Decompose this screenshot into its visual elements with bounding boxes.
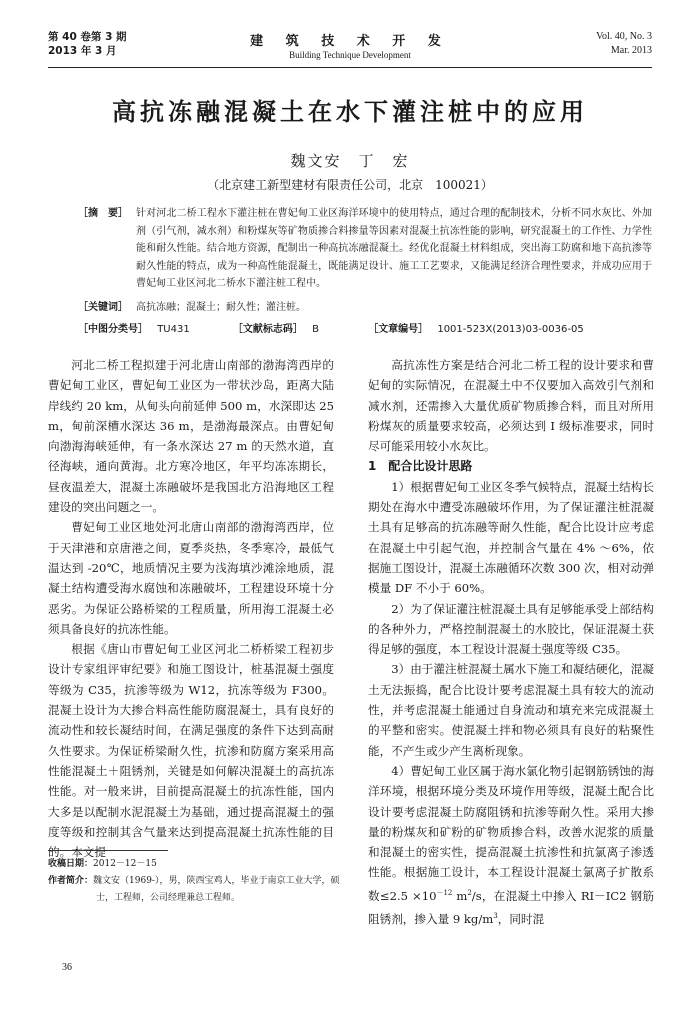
keywords-text: 高抗冻融；混凝土；耐久性；灌注桩。 [136, 302, 306, 313]
doc-code-label: ［文献标志码］ [232, 324, 303, 335]
volume-cn: 第 40 卷第 3 期 [48, 31, 127, 43]
text-run: ，同时混 [497, 911, 545, 926]
keywords [78, 298, 652, 313]
paragraph: 根据《唐山市曹妃甸工业区河北二桥桥梁工程初步设计专家组评审纪要》和施工图设计，桩基混凝土强度等级为 C35，抗渗等级为 W12，抗冻等级为 F300。混凝土设计为大掺合料高性能防腐混凝土，具有良好的流动性和较长凝结时间，在满足强度的条件下达到高耐久性要求。为保证桥梁耐久性，抗渗和防腐方案采用高性能混凝土＋阻锈剂，关键是如何解决混凝土的高抗冻性能。对一般来讲，目前提高混凝土的抗冻性能，国内大多是以配制水泥混凝土为基础，通过提高混凝土的强度等级和控制其含气量来达到提高混凝土抗冻性能的目的。本文提 [48, 642, 334, 860]
journal-name-en: Building Technique Development [289, 50, 411, 60]
date-en: Mar. 2013 [610, 45, 652, 56]
bio-label: 作者简介： [48, 876, 94, 886]
abstract-label: ［摘 要］ [78, 208, 128, 219]
footnote-rule [48, 850, 168, 851]
text-run: m [452, 888, 468, 903]
clc-value: TU431 [157, 324, 190, 335]
volume-en: Vol. 40, No. 3 [596, 31, 652, 42]
authors: 魏文安 丁 宏 [290, 152, 410, 170]
abstract [78, 205, 652, 293]
text-run: /s，在混凝土中掺入 RI－IC2 钢筋阻锈剂，掺入量 9 kg/m [368, 888, 654, 926]
date-cn: 2013 年 3 月 [48, 45, 117, 57]
clc-label: ［中图分类号］ [78, 324, 148, 335]
paragraph: 河北二桥工程拟建于河北唐山南部的渤海湾西岸的曹妃甸工业区，曹妃甸工业区为一带状沙岛，距离大陆岸线约 20 km，从甸头向前延伸 500 m，水深即达 25 m，甸前深槽水深达 36 m，是渤海最深点。由曹妃甸向渤海海峡延伸，有一条水深达 27 m 的天然水道，直径海峡，通向黄海。北方寒冷地区，年平均冻冻期长，昼夜温差大，混凝土冻融破坏是我国北方沿海地区工程建设的突出问题之一。 [48, 358, 334, 515]
affiliation: （北京建工新型建材有限责任公司，北京 100021） [207, 178, 493, 192]
footnote [48, 856, 348, 907]
article-title: 高抗冻融混凝土在水下灌注桩中的应用 [112, 98, 588, 126]
right-column [368, 355, 654, 929]
text-run: 4）曹妃甸工业区属于海水氯化物引起钢筋锈蚀的海洋环境，根据环境分类及环境作用等级，混凝土配合比设计要考虑混凝土防腐阻锈和抗渗等耐久性。采用大掺量的粉煤灰和矿粉的矿物质掺合料，改善水泥浆的质量和混凝土的密实性，提高混凝土抗渗性和抗氯离子渗透性能。根据施工设计，本工程设计混凝土氯离子扩散系数≤2.5 ×10 [368, 763, 654, 903]
abstract-text: 针对河北二桥工程水下灌注桩在曹妃甸工业区海洋环境中的使用特点，通过合理的配制技术，分析不同水灰比、外加剂（引气剂，减水剂）和粉煤灰等矿物质掺合料掺量等因素对混凝土抗冻性能的影响，研究混凝土的工作性、力学性能和耐久性能。结合地方资源，配制出一种高抗冻融混凝土。经优化混凝土材料组成，突出海工防腐和地下高抗渗等耐久性能的特点，成为一种高性能混凝土，既能满足设计、施工工艺要求，又能满足经济合理性要求，并成功应用于曹妃甸工业区河北二桥水下灌注桩工程中。 [136, 208, 652, 289]
page-number: 36 [62, 962, 72, 973]
superscript: 3 [493, 911, 498, 920]
paragraph: 高抗冻性方案是结合河北二桥工程的设计要求和曹妃甸的实际情况，在混凝土中不仅要加入高效引气剂和减水剂，还需掺入大量优质矿物质掺合料，而且对所用粉煤灰的质量要求较高，必须达到 Ⅰ 级标准要求，同时尽可能采用较小水灰比。 [368, 358, 654, 454]
paragraph: 2）为了保证灌注桩混凝土具有足够能承受上部结构的各种外力，严格控制混凝土的水胶比，保证混凝土获得足够的强度，本工程设计混凝土强度等级 C35。 [368, 601, 654, 657]
journal-name [48, 30, 652, 60]
journal-name-cn: 建 筑 技 术 开 发 [250, 34, 450, 49]
running-header [48, 30, 652, 66]
received-value: 2012－12－15 [93, 859, 157, 869]
section-heading: 1 配合比设计思路 [368, 459, 473, 474]
doc-code-value: B [312, 324, 319, 335]
paragraph [368, 761, 654, 929]
issue-info-en [596, 30, 652, 58]
received-date [48, 856, 348, 873]
received-label: 收稿日期： [48, 859, 94, 869]
article-number-label: ［文章编号］ [368, 324, 429, 335]
superscript: －12 [436, 888, 453, 897]
bio-line-2: 士，工程师，公司经理兼总工程师。 [96, 893, 241, 903]
paragraph: 3）由于灌注桩混凝土属水下施工和凝结硬化，混凝土无法振捣，配合比设计要考虑混凝土具有较大的流动性，并考虑混凝土能通过自身流动和填充来完成混凝土的平整和密实。使混凝土拌和物必须具有良好的粘聚性能，不产生或少产生离析现象。 [368, 662, 654, 758]
author-bio [48, 873, 348, 890]
left-column [48, 355, 334, 862]
paragraph: 1）根据曹妃甸工业区冬季气候特点，混凝土结构长期处在海水中遭受冻融破坏作用，为了保证灌注桩混凝土具有足够高的抗冻融等耐久性能，配合比设计应考虑在混凝土中引起气泡，并控制含气量在 4% ～6%，依据施工图设计，混凝土冻融循环次数 300 次，相对动弹模量 DF 不小于 60%。 [368, 479, 654, 596]
header-rule [48, 67, 652, 68]
article-number-value: 1001-523X(2013)03-0036-05 [437, 324, 584, 335]
superscript: 2 [467, 888, 472, 897]
classification-line [78, 320, 652, 335]
paragraph: 曹妃甸工业区地处河北唐山南部的渤海湾西岸，位于天津港和京唐港之间，夏季炎热，冬季寒冷，最低气温达到 -20℃，地质情况主要为浅海填沙滩涂地质，混凝土结构遭受海水腐蚀和冻融破坏，工程建设环境十分恶劣。为保证公路桥梁的工程质量，所用海工混凝土必须具备良好的抗冻性能。 [48, 520, 334, 636]
bio-line-1: 魏文安（1969-），男，陕西宝鸡人，毕业于南京工业大学，硕 [93, 876, 340, 886]
keywords-label: ［关键词］ [78, 302, 128, 313]
